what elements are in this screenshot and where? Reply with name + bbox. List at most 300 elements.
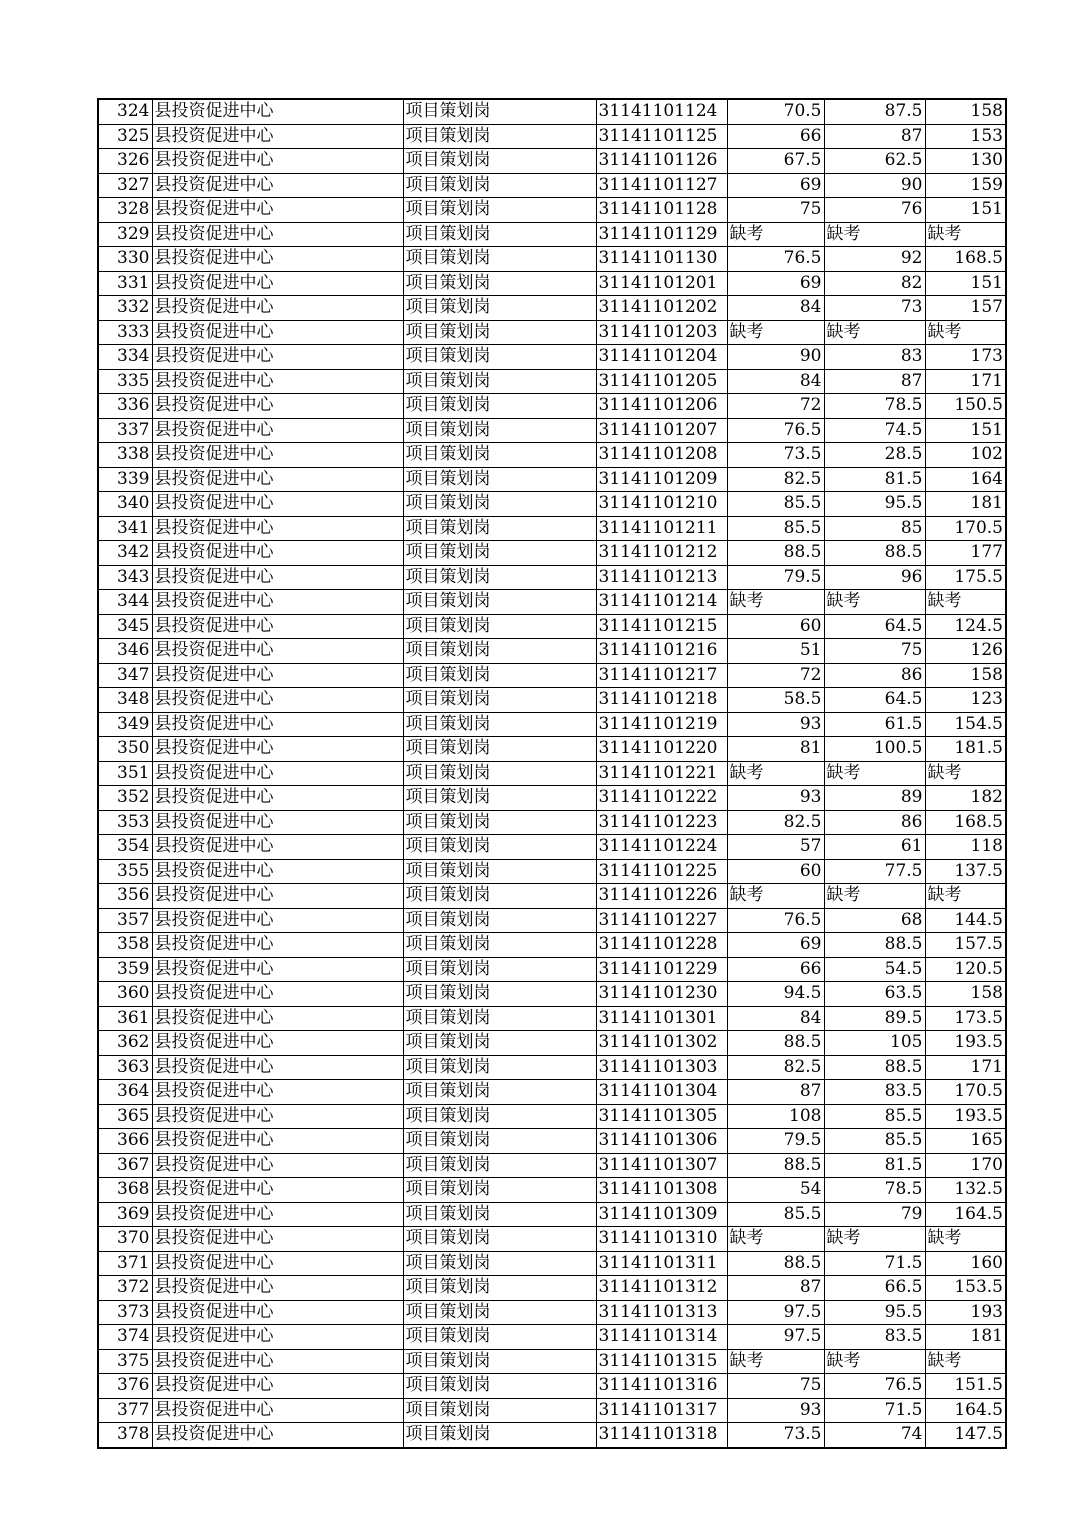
- exam-id-cell: 31141101317: [596, 1398, 727, 1423]
- total-cell: 缺考: [925, 320, 1006, 345]
- total-cell: 175.5: [925, 565, 1006, 590]
- post-cell: 项目策划岗: [403, 492, 596, 517]
- score2-cell: 100.5: [824, 737, 925, 762]
- row-number-cell: 366: [98, 1129, 152, 1154]
- total-cell: 170: [925, 1153, 1006, 1178]
- exam-id-cell: 31141101206: [596, 394, 727, 419]
- exam-id-cell: 31141101130: [596, 247, 727, 272]
- row-number-cell: 354: [98, 835, 152, 860]
- unit-cell: 县投资促进中心: [152, 1349, 403, 1374]
- row-number-cell: 348: [98, 688, 152, 713]
- unit-cell: 县投资促进中心: [152, 247, 403, 272]
- score2-cell: 71.5: [824, 1398, 925, 1423]
- exam-id-cell: 31141101126: [596, 149, 727, 174]
- table-row: [98, 810, 1006, 835]
- exam-id-cell: 31141101307: [596, 1153, 727, 1178]
- score2-cell: 96: [824, 565, 925, 590]
- exam-id-cell: 31141101309: [596, 1202, 727, 1227]
- row-number-cell: 355: [98, 859, 152, 884]
- unit-cell: 县投资促进中心: [152, 149, 403, 174]
- score1-cell: 84: [727, 296, 824, 321]
- exam-id-cell: 31141101225: [596, 859, 727, 884]
- row-number-cell: 345: [98, 614, 152, 639]
- total-cell: 137.5: [925, 859, 1006, 884]
- exam-id-cell: 31141101220: [596, 737, 727, 762]
- row-number-cell: 339: [98, 467, 152, 492]
- score2-cell: 83.5: [824, 1325, 925, 1350]
- score1-cell: 87: [727, 1080, 824, 1105]
- row-number-cell: 352: [98, 786, 152, 811]
- row-number-cell: 329: [98, 222, 152, 247]
- unit-cell: 县投资促进中心: [152, 1104, 403, 1129]
- unit-cell: 县投资促进中心: [152, 1325, 403, 1350]
- post-cell: 项目策划岗: [403, 222, 596, 247]
- score1-cell: 76.5: [727, 418, 824, 443]
- unit-cell: 县投资促进中心: [152, 1276, 403, 1301]
- unit-cell: 县投资促进中心: [152, 394, 403, 419]
- unit-cell: 县投资促进中心: [152, 1251, 403, 1276]
- row-number-cell: 359: [98, 957, 152, 982]
- row-number-cell: 334: [98, 345, 152, 370]
- score1-cell: 79.5: [727, 565, 824, 590]
- row-number-cell: 328: [98, 198, 152, 223]
- score2-cell: 61: [824, 835, 925, 860]
- row-number-cell: 357: [98, 908, 152, 933]
- post-cell: 项目策划岗: [403, 369, 596, 394]
- score1-cell: 51: [727, 639, 824, 664]
- exam-id-cell: 31141101304: [596, 1080, 727, 1105]
- post-cell: 项目策划岗: [403, 1349, 596, 1374]
- unit-cell: 县投资促进中心: [152, 124, 403, 149]
- total-cell: 157.5: [925, 933, 1006, 958]
- total-cell: 151.5: [925, 1374, 1006, 1399]
- score2-cell: 95.5: [824, 492, 925, 517]
- exam-id-cell: 31141101219: [596, 712, 727, 737]
- total-cell: 153.5: [925, 1276, 1006, 1301]
- score1-cell: 108: [727, 1104, 824, 1129]
- table-row: [98, 1006, 1006, 1031]
- post-cell: 项目策划岗: [403, 99, 596, 124]
- table-row: [98, 639, 1006, 664]
- table-row: [98, 198, 1006, 223]
- unit-cell: 县投资促进中心: [152, 835, 403, 860]
- table-row: [98, 394, 1006, 419]
- post-cell: 项目策划岗: [403, 1325, 596, 1350]
- score2-cell: 82: [824, 271, 925, 296]
- score2-cell: 85.5: [824, 1129, 925, 1154]
- exam-id-cell: 31141101222: [596, 786, 727, 811]
- exam-id-cell: 31141101124: [596, 99, 727, 124]
- total-cell: 182: [925, 786, 1006, 811]
- table-row: [98, 1129, 1006, 1154]
- table-row: [98, 933, 1006, 958]
- exam-id-cell: 31141101214: [596, 590, 727, 615]
- table-row: [98, 1374, 1006, 1399]
- exam-id-cell: 31141101211: [596, 516, 727, 541]
- total-cell: 123: [925, 688, 1006, 713]
- post-cell: 项目策划岗: [403, 516, 596, 541]
- exam-id-cell: 31141101223: [596, 810, 727, 835]
- score2-cell: 79: [824, 1202, 925, 1227]
- score2-cell: 缺考: [824, 761, 925, 786]
- total-cell: 168.5: [925, 810, 1006, 835]
- score2-cell: 78.5: [824, 1178, 925, 1203]
- score2-cell: 87.5: [824, 99, 925, 124]
- score1-cell: 缺考: [727, 590, 824, 615]
- post-cell: 项目策划岗: [403, 394, 596, 419]
- unit-cell: 县投资促进中心: [152, 712, 403, 737]
- score2-cell: 75: [824, 639, 925, 664]
- total-cell: 159: [925, 173, 1006, 198]
- post-cell: 项目策划岗: [403, 124, 596, 149]
- table-row: [98, 859, 1006, 884]
- post-cell: 项目策划岗: [403, 296, 596, 321]
- table-row: [98, 1276, 1006, 1301]
- post-cell: 项目策划岗: [403, 418, 596, 443]
- exam-id-cell: 31141101301: [596, 1006, 727, 1031]
- post-cell: 项目策划岗: [403, 810, 596, 835]
- score2-cell: 89.5: [824, 1006, 925, 1031]
- score1-cell: 79.5: [727, 1129, 824, 1154]
- table-row: [98, 614, 1006, 639]
- score1-cell: 66: [727, 957, 824, 982]
- exam-id-cell: 31141101208: [596, 443, 727, 468]
- exam-id-cell: 31141101227: [596, 908, 727, 933]
- score1-cell: 缺考: [727, 884, 824, 909]
- score2-cell: 缺考: [824, 1227, 925, 1252]
- total-cell: 缺考: [925, 590, 1006, 615]
- score2-cell: 87: [824, 124, 925, 149]
- score1-cell: 76.5: [727, 247, 824, 272]
- unit-cell: 县投资促进中心: [152, 1031, 403, 1056]
- total-cell: 118: [925, 835, 1006, 860]
- post-cell: 项目策划岗: [403, 590, 596, 615]
- exam-id-cell: 31141101230: [596, 982, 727, 1007]
- score2-cell: 73: [824, 296, 925, 321]
- row-number-cell: 363: [98, 1055, 152, 1080]
- unit-cell: 县投资促进中心: [152, 1227, 403, 1252]
- post-cell: 项目策划岗: [403, 761, 596, 786]
- unit-cell: 县投资促进中心: [152, 369, 403, 394]
- row-number-cell: 374: [98, 1325, 152, 1350]
- row-number-cell: 346: [98, 639, 152, 664]
- exam-id-cell: 31141101129: [596, 222, 727, 247]
- exam-id-cell: 31141101315: [596, 1349, 727, 1374]
- total-cell: 173.5: [925, 1006, 1006, 1031]
- post-cell: 项目策划岗: [403, 1031, 596, 1056]
- row-number-cell: 375: [98, 1349, 152, 1374]
- score1-cell: 54: [727, 1178, 824, 1203]
- table-row: [98, 345, 1006, 370]
- total-cell: 158: [925, 99, 1006, 124]
- post-cell: 项目策划岗: [403, 957, 596, 982]
- score1-cell: 82.5: [727, 810, 824, 835]
- score2-cell: 76.5: [824, 1374, 925, 1399]
- unit-cell: 县投资促进中心: [152, 492, 403, 517]
- score2-cell: 66.5: [824, 1276, 925, 1301]
- total-cell: 缺考: [925, 884, 1006, 909]
- score1-cell: 58.5: [727, 688, 824, 713]
- table-row: [98, 222, 1006, 247]
- unit-cell: 县投资促进中心: [152, 1153, 403, 1178]
- table-row: [98, 492, 1006, 517]
- table-row: [98, 1398, 1006, 1423]
- score2-cell: 87: [824, 369, 925, 394]
- score2-cell: 81.5: [824, 1153, 925, 1178]
- table-row: [98, 737, 1006, 762]
- post-cell: 项目策划岗: [403, 884, 596, 909]
- row-number-cell: 337: [98, 418, 152, 443]
- exam-id-cell: 31141101311: [596, 1251, 727, 1276]
- total-cell: 164: [925, 467, 1006, 492]
- exam-id-cell: 31141101128: [596, 198, 727, 223]
- row-number-cell: 324: [98, 99, 152, 124]
- score1-cell: 85.5: [727, 516, 824, 541]
- post-cell: 项目策划岗: [403, 933, 596, 958]
- score2-cell: 83.5: [824, 1080, 925, 1105]
- total-cell: 147.5: [925, 1423, 1006, 1448]
- score2-cell: 缺考: [824, 320, 925, 345]
- unit-cell: 县投资促进中心: [152, 443, 403, 468]
- row-number-cell: 341: [98, 516, 152, 541]
- score1-cell: 93: [727, 1398, 824, 1423]
- exam-id-cell: 31141101312: [596, 1276, 727, 1301]
- row-number-cell: 377: [98, 1398, 152, 1423]
- exam-id-cell: 31141101202: [596, 296, 727, 321]
- post-cell: 项目策划岗: [403, 1251, 596, 1276]
- row-number-cell: 336: [98, 394, 152, 419]
- exam-id-cell: 31141101209: [596, 467, 727, 492]
- table-body: [98, 99, 1006, 1448]
- table-row: [98, 786, 1006, 811]
- score1-cell: 缺考: [727, 222, 824, 247]
- score-table: [97, 98, 1007, 1449]
- post-cell: 项目策划岗: [403, 1104, 596, 1129]
- score1-cell: 66: [727, 124, 824, 149]
- exam-id-cell: 31141101217: [596, 663, 727, 688]
- post-cell: 项目策划岗: [403, 835, 596, 860]
- table-row: [98, 1423, 1006, 1448]
- row-number-cell: 326: [98, 149, 152, 174]
- exam-id-cell: 31141101201: [596, 271, 727, 296]
- unit-cell: 县投资促进中心: [152, 467, 403, 492]
- exam-id-cell: 31141101316: [596, 1374, 727, 1399]
- score1-cell: 69: [727, 173, 824, 198]
- score2-cell: 缺考: [824, 884, 925, 909]
- score1-cell: 75: [727, 198, 824, 223]
- score2-cell: 缺考: [824, 1349, 925, 1374]
- post-cell: 项目策划岗: [403, 1227, 596, 1252]
- exam-id-cell: 31141101306: [596, 1129, 727, 1154]
- row-number-cell: 349: [98, 712, 152, 737]
- unit-cell: 县投资促进中心: [152, 1300, 403, 1325]
- exam-id-cell: 31141101204: [596, 345, 727, 370]
- table-row: [98, 982, 1006, 1007]
- score2-cell: 85: [824, 516, 925, 541]
- post-cell: 项目策划岗: [403, 786, 596, 811]
- row-number-cell: 335: [98, 369, 152, 394]
- score2-cell: 61.5: [824, 712, 925, 737]
- table-row: [98, 271, 1006, 296]
- total-cell: 181: [925, 492, 1006, 517]
- table-row: [98, 688, 1006, 713]
- table-row: [98, 1251, 1006, 1276]
- row-number-cell: 373: [98, 1300, 152, 1325]
- total-cell: 193: [925, 1300, 1006, 1325]
- unit-cell: 县投资促进中心: [152, 614, 403, 639]
- total-cell: 124.5: [925, 614, 1006, 639]
- total-cell: 170.5: [925, 1080, 1006, 1105]
- score2-cell: 64.5: [824, 614, 925, 639]
- total-cell: 120.5: [925, 957, 1006, 982]
- score1-cell: 97.5: [727, 1325, 824, 1350]
- unit-cell: 县投资促进中心: [152, 345, 403, 370]
- exam-id-cell: 31141101302: [596, 1031, 727, 1056]
- total-cell: 157: [925, 296, 1006, 321]
- total-cell: 102: [925, 443, 1006, 468]
- score1-cell: 88.5: [727, 1031, 824, 1056]
- exam-id-cell: 31141101224: [596, 835, 727, 860]
- score1-cell: 60: [727, 614, 824, 639]
- unit-cell: 县投资促进中心: [152, 222, 403, 247]
- post-cell: 项目策划岗: [403, 1423, 596, 1448]
- row-number-cell: 376: [98, 1374, 152, 1399]
- unit-cell: 县投资促进中心: [152, 418, 403, 443]
- total-cell: 144.5: [925, 908, 1006, 933]
- exam-id-cell: 31141101203: [596, 320, 727, 345]
- total-cell: 181.5: [925, 737, 1006, 762]
- score1-cell: 72: [727, 663, 824, 688]
- post-cell: 项目策划岗: [403, 859, 596, 884]
- post-cell: 项目策划岗: [403, 1153, 596, 1178]
- row-number-cell: 367: [98, 1153, 152, 1178]
- score1-cell: 94.5: [727, 982, 824, 1007]
- row-number-cell: 362: [98, 1031, 152, 1056]
- unit-cell: 县投资促进中心: [152, 99, 403, 124]
- exam-id-cell: 31141101228: [596, 933, 727, 958]
- total-cell: 177: [925, 541, 1006, 566]
- total-cell: 171: [925, 369, 1006, 394]
- unit-cell: 县投资促进中心: [152, 1398, 403, 1423]
- row-number-cell: 342: [98, 541, 152, 566]
- table-row: [98, 908, 1006, 933]
- table-row: [98, 247, 1006, 272]
- table-row: [98, 320, 1006, 345]
- total-cell: 164.5: [925, 1398, 1006, 1423]
- exam-id-cell: 31141101213: [596, 565, 727, 590]
- row-number-cell: 330: [98, 247, 152, 272]
- exam-id-cell: 31141101207: [596, 418, 727, 443]
- total-cell: 171: [925, 1055, 1006, 1080]
- total-cell: 缺考: [925, 761, 1006, 786]
- total-cell: 193.5: [925, 1104, 1006, 1129]
- score2-cell: 71.5: [824, 1251, 925, 1276]
- score2-cell: 63.5: [824, 982, 925, 1007]
- score1-cell: 73.5: [727, 443, 824, 468]
- table-row: [98, 1349, 1006, 1374]
- row-number-cell: 327: [98, 173, 152, 198]
- exam-id-cell: 31141101215: [596, 614, 727, 639]
- table-row: [98, 467, 1006, 492]
- score1-cell: 76.5: [727, 908, 824, 933]
- post-cell: 项目策划岗: [403, 443, 596, 468]
- unit-cell: 县投资促进中心: [152, 1423, 403, 1448]
- row-number-cell: 360: [98, 982, 152, 1007]
- table-row: [98, 418, 1006, 443]
- score1-cell: 缺考: [727, 1227, 824, 1252]
- total-cell: 150.5: [925, 394, 1006, 419]
- score1-cell: 81: [727, 737, 824, 762]
- total-cell: 151: [925, 271, 1006, 296]
- score2-cell: 85.5: [824, 1104, 925, 1129]
- unit-cell: 县投资促进中心: [152, 957, 403, 982]
- score1-cell: 88.5: [727, 1153, 824, 1178]
- score2-cell: 78.5: [824, 394, 925, 419]
- post-cell: 项目策划岗: [403, 1080, 596, 1105]
- post-cell: 项目策划岗: [403, 271, 596, 296]
- unit-cell: 县投资促进中心: [152, 541, 403, 566]
- score2-cell: 88.5: [824, 541, 925, 566]
- score2-cell: 77.5: [824, 859, 925, 884]
- score2-cell: 88.5: [824, 933, 925, 958]
- post-cell: 项目策划岗: [403, 663, 596, 688]
- post-cell: 项目策划岗: [403, 1202, 596, 1227]
- score1-cell: 84: [727, 369, 824, 394]
- post-cell: 项目策划岗: [403, 982, 596, 1007]
- table-row: [98, 296, 1006, 321]
- table-row: [98, 541, 1006, 566]
- score1-cell: 73.5: [727, 1423, 824, 1448]
- total-cell: 151: [925, 418, 1006, 443]
- score2-cell: 68: [824, 908, 925, 933]
- row-number-cell: 347: [98, 663, 152, 688]
- exam-id-cell: 31141101310: [596, 1227, 727, 1252]
- post-cell: 项目策划岗: [403, 614, 596, 639]
- exam-id-cell: 31141101313: [596, 1300, 727, 1325]
- table-row: [98, 99, 1006, 124]
- exam-id-cell: 31141101205: [596, 369, 727, 394]
- score2-cell: 64.5: [824, 688, 925, 713]
- row-number-cell: 368: [98, 1178, 152, 1203]
- total-cell: 130: [925, 149, 1006, 174]
- score1-cell: 88.5: [727, 1251, 824, 1276]
- post-cell: 项目策划岗: [403, 565, 596, 590]
- score1-cell: 85.5: [727, 492, 824, 517]
- exam-id-cell: 31141101218: [596, 688, 727, 713]
- post-cell: 项目策划岗: [403, 149, 596, 174]
- unit-cell: 县投资促进中心: [152, 761, 403, 786]
- table-row: [98, 590, 1006, 615]
- total-cell: 缺考: [925, 1227, 1006, 1252]
- total-cell: 170.5: [925, 516, 1006, 541]
- total-cell: 132.5: [925, 1178, 1006, 1203]
- row-number-cell: 338: [98, 443, 152, 468]
- total-cell: 164.5: [925, 1202, 1006, 1227]
- post-cell: 项目策划岗: [403, 688, 596, 713]
- score1-cell: 84: [727, 1006, 824, 1031]
- post-cell: 项目策划岗: [403, 712, 596, 737]
- row-number-cell: 358: [98, 933, 152, 958]
- exam-id-cell: 31141101212: [596, 541, 727, 566]
- unit-cell: 县投资促进中心: [152, 1178, 403, 1203]
- unit-cell: 县投资促进中心: [152, 198, 403, 223]
- score2-cell: 92: [824, 247, 925, 272]
- post-cell: 项目策划岗: [403, 467, 596, 492]
- row-number-cell: 350: [98, 737, 152, 762]
- unit-cell: 县投资促进中心: [152, 516, 403, 541]
- exam-id-cell: 31141101216: [596, 639, 727, 664]
- row-number-cell: 325: [98, 124, 152, 149]
